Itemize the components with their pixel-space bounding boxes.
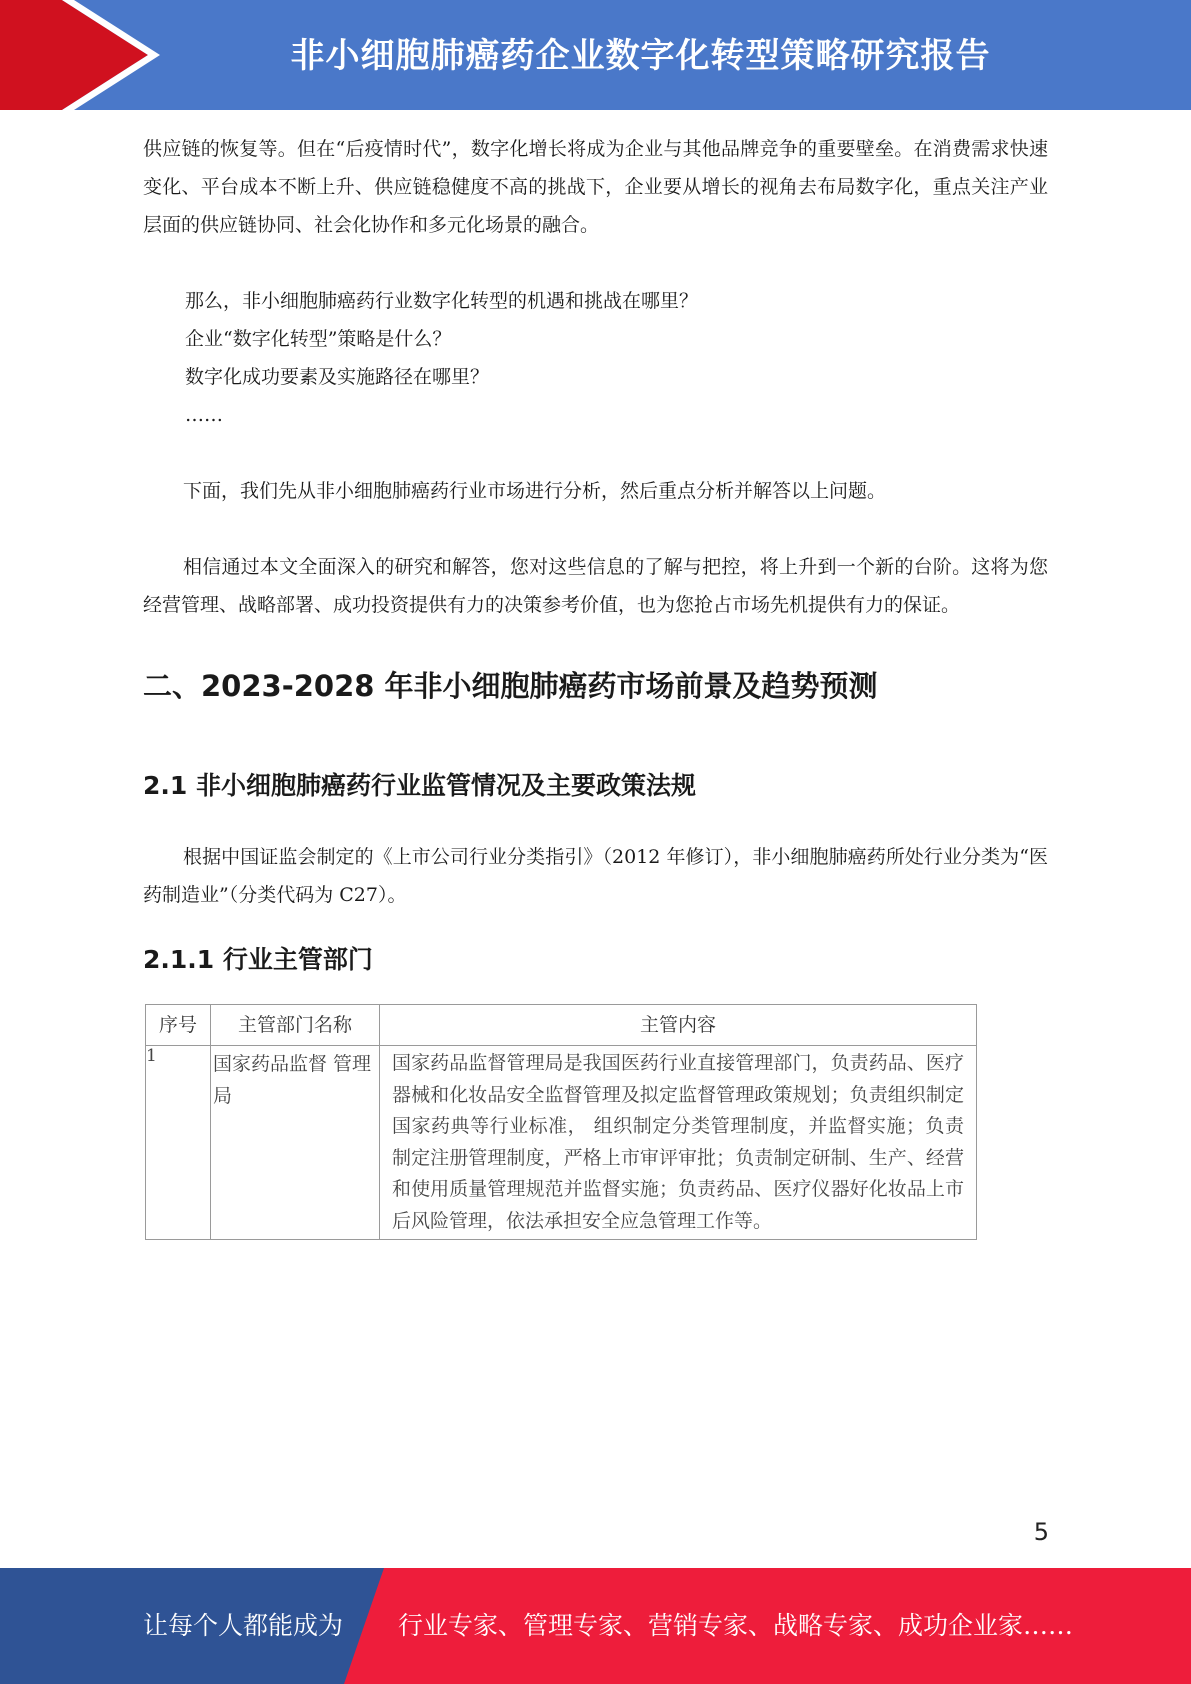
subsection-paragraph: 根据中国证监会制定的《上市公司行业分类指引》（2012 年修订），非小细胞肺癌药所处行业分类为“医药制造业”（分类代码为 C27）。	[143, 846, 1048, 906]
column-header-no: 序号	[146, 1005, 211, 1046]
intro-paragraph-3: 相信通过本文全面深入的研究和解答，您对这些信息的了解与把控，将上升到一个新的台阶。这将为您经营管理、战略部署、成功投资提供有力的决策参考价值，也为您抢占市场先机提供有力的保证。	[143, 556, 1048, 616]
question-ellipsis: ……	[185, 404, 223, 426]
cell-no: 1	[146, 1046, 211, 1240]
table-row	[146, 1046, 977, 1240]
cell-department-content: 国家药品监督管理局是我国医药行业直接管理部门，负责药品、医疗器械和化妆品安全监督管理及拟定监督管理政策规划；负责组织制定国家药典等行业标准， 组织制定分类管理制度，并监督实施；负责制定注册管理制度，严格上市审评审批；负责制定研制、生产、经营和使用质量管理规范并监督实施；负责药品、医疗仪器好化妆品上市后风险管理，依法承担安全应急管理工作等。	[380, 1046, 977, 1240]
question-item: 企业“数字化转型”策略是什么？	[185, 328, 452, 350]
question-item: 那么，非小细胞肺癌药行业数字化转型的机遇和挑战在哪里？	[185, 290, 699, 312]
page-number: 5	[1033, 1518, 1049, 1546]
footer-slogan-left: 让每个人都能成为	[143, 1611, 344, 1640]
page-footer	[0, 1568, 1191, 1684]
page-content	[143, 130, 1048, 1240]
department-table	[145, 1004, 977, 1240]
question-item: 数字化成功要素及实施路径在哪里？	[185, 366, 490, 388]
table-header-row	[146, 1005, 977, 1046]
page-header	[0, 0, 1191, 110]
question-list	[143, 282, 1048, 434]
subsection-heading: 2.1 非小细胞肺癌药行业监管情况及主要政策法规	[143, 771, 696, 800]
column-header-content: 主管内容	[380, 1005, 977, 1046]
intro-paragraph-2: 下面，我们先从非小细胞肺癌药行业市场进行分析，然后重点分析并解答以上问题。	[183, 480, 887, 502]
sub-subsection-heading: 2.1.1 行业主管部门	[143, 945, 373, 974]
header-title: 非小细胞肺癌药企业数字化转型策略研究报告	[290, 36, 991, 76]
section-heading: 二、2023-2028 年非小细胞肺癌药市场前景及趋势预测	[143, 669, 878, 703]
column-header-name: 主管部门名称	[211, 1005, 380, 1046]
cell-department-name: 国家药品监督 管理局	[211, 1046, 380, 1240]
footer-slogan-right: 行业专家、管理专家、营销专家、战略专家、成功企业家……	[398, 1611, 1074, 1640]
intro-paragraph-1: 供应链的恢复等。但在“后疫情时代”，数字化增长将成为企业与其他品牌竞争的重要壁垒。在消费需求快速变化、平台成本不断上升、供应链稳健度不高的挑战下，企业要从增长的视角去布局数字化，重点关注产业层面的供应链协同、社会化协作和多元化场景的融合。	[143, 138, 1048, 236]
